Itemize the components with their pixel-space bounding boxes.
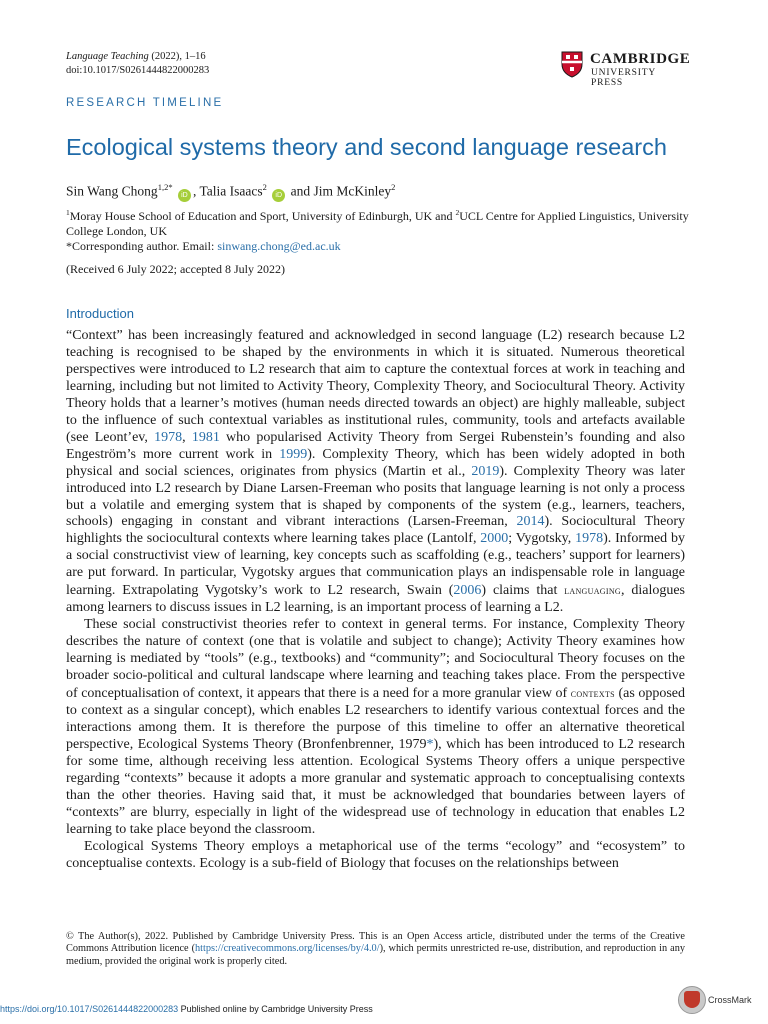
citation-link[interactable]: 1978 (154, 429, 183, 445)
citation-link[interactable]: 2000 (480, 531, 509, 547)
affil-superscript: 2 (455, 208, 460, 217)
publisher-name: CAMBRIDGE (590, 51, 691, 67)
author-superscript: 2 (262, 182, 267, 192)
affil-text: Moray House School of Education and Sport, University of Edinburgh, UK and (69, 209, 456, 223)
paragraph: Ecological Systems Theory employs a metaphorical use of the terms “ecology” and “ecosystem” to conceptualise contexts. Ecology is a sub-field of Biology that focuses on the relationships between (66, 838, 685, 871)
text-run: ). Informed by a social constructivist view of learning, key concepts such as scaffolding (e.g., teachers’ support for learners) are put forward. In particular, Vygotsky argues that communication plays an indispensable role in language learning. Extrapolating Vygotsky’s work to L2 research, Swain ( (66, 531, 686, 599)
crossmark-badge[interactable] (678, 986, 758, 1018)
journal-name: Language Teaching (66, 51, 149, 62)
text-run: , dialogues among learners to discuss issues in L2 learning, is an important process of learning a L2. (66, 583, 685, 616)
orcid-icon[interactable]: iD (178, 189, 191, 202)
text-run: (as opposed to context as a singular concept), which enables L2 researchers to identify various contextual forces and the interactions among them. It is therefore the purpose of this timeline to offer an alternative theoretical perspective, Ecological Systems Theory (Bronfenbrenner, 1979 (66, 686, 685, 752)
text-run: ). Complexity Theory was later introduced into L2 research by Diane Larsen-Freeman who posits that language learning is not only a process but a volatile and emerging system that is shaped by components of the system (e.g., learners, teachers, schools) engaging in constant and vibrant interactions (Larsen-Freeman, (66, 463, 686, 530)
copyright-footnote (66, 931, 685, 968)
text-run: These social constructivist theories refer to context in general terms. For instance, Complexity Theory describes the nature of context (one that is volatile and subject to change); Activity Theory examines how learning is mediated by “tools” (e.g., textbooks) and “community”; and Sociocultural Theory focuses on the broader socio-political and cultural landscape where learning and teaching takes place. From the perspective of conceptualisation of context, it appears that there is a need for a more granular view of (66, 617, 685, 702)
citation-link[interactable]: 2006 (453, 583, 482, 599)
text-run: ), which has been introduced to L2 research for some time, although receiving less attention. Ecological Systems Theory offers a unique perspective regarding “contexts” because it adopts a more granular and systematic approach to conceptualising contexts than the other theories. Having said that, it must be acknowledged that boundaries between layers of “contexts” are blurry, especially in light of the widespread use of technology in education that enables L2 learning to take place beyond the classroom. (66, 736, 686, 837)
affil-superscript: 1 (66, 208, 70, 217)
email-link[interactable]: sinwang.chong@ed.ac.uk (217, 239, 341, 253)
corresponding-label: *Corresponding author. Email: (66, 239, 218, 253)
journal-meta: (2022), 1–16 (151, 51, 206, 62)
body-text (66, 328, 685, 873)
author-superscript: 2 (391, 182, 396, 192)
author-name[interactable]: Sin Wang Chong (66, 183, 158, 199)
citation-link[interactable]: 1999 (279, 446, 308, 462)
small-caps-term: contexts (570, 686, 615, 701)
paragraph (66, 617, 685, 838)
paragraph (66, 328, 685, 617)
author-name[interactable]: Jim McKinley (313, 183, 392, 199)
orcid-icon[interactable]: iD (272, 189, 285, 202)
header-doi: doi:10.1017/S0261444822000283 (66, 65, 210, 76)
published-note: Published online by Cambridge University Press (178, 1004, 373, 1014)
publisher-subname: UNIVERSITY PRESS (591, 68, 656, 88)
author-list: Sin Wang Chong$^{1,2*}$ iD , Talia Isaacs$^2$ iD and Jim McKinley$^2$ (66, 178, 395, 202)
text-run: ). Complexity Theory, which has been widely adopted in both physical and social sciences, originates from physics (Martin et al., (66, 446, 685, 479)
section-heading: Introduction (66, 306, 134, 321)
text-run: ). Sociocultural Theory highlights the sociocultural contexts where learning takes place (Lantolf, (66, 514, 685, 547)
journal-citation (66, 50, 206, 63)
license-link[interactable]: https://creativecommons.org/licenses/by/4.0/ (195, 943, 380, 955)
corresponding-star: * (168, 182, 173, 192)
citation-link[interactable]: 2019 (471, 463, 500, 479)
publication-footer (0, 1004, 373, 1014)
text-run: ; Vygotsky, (508, 531, 576, 547)
author-superscript: 1,2 (157, 182, 169, 192)
text-run: “Context” has been increasingly featured and acknowledged in second language (L2) research because L2 teaching is recognised to be shaped by the environments in which it is situated. Numerous theoretical perspectives were introduced to L2 research that aim to capture the contextual forces at work in teaching and learning, including but not limited to Activity Theory, Complexity Theory, and Sociocultural Theory. Activity Theory holds that a learner’s motives (human needs directed towards an object) are highly malleable, subject to the influence of such contextual variables as institutional rules, community, tools and artefacts available (see Leont’ev, (66, 328, 685, 445)
author-name[interactable]: Talia Isaacs (199, 183, 263, 199)
text-run: who popularised Activity Theory from Sergei Rubenstein’s founding and also Engeström’s more current work in (66, 429, 686, 462)
citation-link[interactable]: 1981 (191, 429, 220, 445)
affiliations (66, 205, 706, 254)
citation-link[interactable]: 2014 (516, 514, 545, 530)
cambridge-logo (560, 50, 691, 88)
article-title: Ecological systems theory and second language research (66, 134, 667, 160)
small-caps-term: languaging (564, 583, 621, 598)
crossmark-label: CrossMark (708, 995, 752, 1005)
text-run: ) claims that (481, 583, 565, 599)
crossmark-icon (678, 986, 706, 1014)
citation-link[interactable]: 1978 (575, 531, 604, 547)
text-run: © The Author(s), 2022. Published by Cambridge University Press. This is an Open Access article, distributed under the terms of the Creative Commons Attribution licence ( (66, 931, 685, 955)
crest-icon (560, 50, 584, 78)
text-run: , (182, 429, 192, 445)
received-dates: (Received 6 July 2022; accepted 8 July 2022) (66, 262, 285, 276)
footnote-marker[interactable]: * (426, 736, 434, 752)
affil-text: UCL Centre for Applied Linguistics, University College London, UK (66, 209, 689, 238)
text-run: ), which permits unrestricted re-use, distribution, and reproduction in any medium, provided the original work is properly cited. (66, 943, 685, 967)
section-label: RESEARCH TIMELINE (66, 97, 224, 109)
author-conjunction: and (290, 183, 311, 199)
doi-link[interactable]: https://doi.org/10.1017/S0261444822000283 (0, 1004, 179, 1014)
